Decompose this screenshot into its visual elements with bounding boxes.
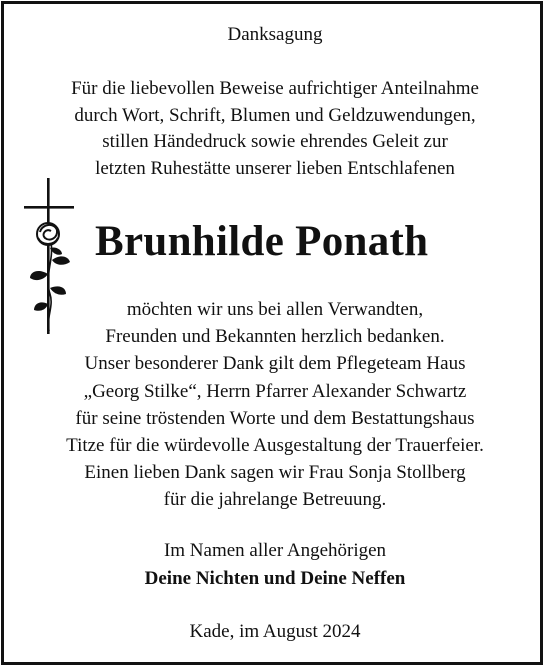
thanks-line: Titze für die würdevolle Ausgestaltung der Trauerfeier. xyxy=(66,434,484,456)
thanks-line: „Georg Stilke“, Herrn Pfarrer Alexander Schwartz xyxy=(83,380,467,402)
thanks-line: Unser besonderer Dank gilt dem Pflegeteam Haus xyxy=(84,353,466,375)
thanks-line: für die jahrelange Betreuung. xyxy=(163,489,387,511)
notice-heading: Danksagung xyxy=(227,24,323,45)
place-date: Kade, im August 2024 xyxy=(189,621,361,642)
deceased-name: Brunhilde Ponath xyxy=(95,218,429,265)
thanks-line: für seine tröstenden Worte und dem Bestattungshaus xyxy=(75,407,475,429)
intro-line: stillen Händedruck sowie ehrendes Geleit zur xyxy=(102,131,448,152)
signature-intro: Im Namen aller Angehörigen xyxy=(163,540,387,561)
signature: Deine Nichten und Deine Neffen xyxy=(144,568,406,589)
intro-line: Für die liebevollen Beweise aufrichtiger Anteilnahme xyxy=(71,78,479,99)
thanks-line: möchten wir uns bei allen Verwandten, xyxy=(126,299,424,320)
intro-line: durch Wort, Schrift, Blumen und Geldzuwendungen, xyxy=(74,104,476,126)
thanks-line: Einen lieben Dank sagen wir Frau Sonja Stollberg xyxy=(84,462,466,484)
intro-paragraph xyxy=(0,76,550,182)
intro-line: letzten Ruhestätte unserer lieben Entschlafenen xyxy=(95,157,455,179)
thanks-line: Freunden und Bekannten herzlich bedanken. xyxy=(105,326,445,348)
thanks-paragraph xyxy=(0,296,550,514)
